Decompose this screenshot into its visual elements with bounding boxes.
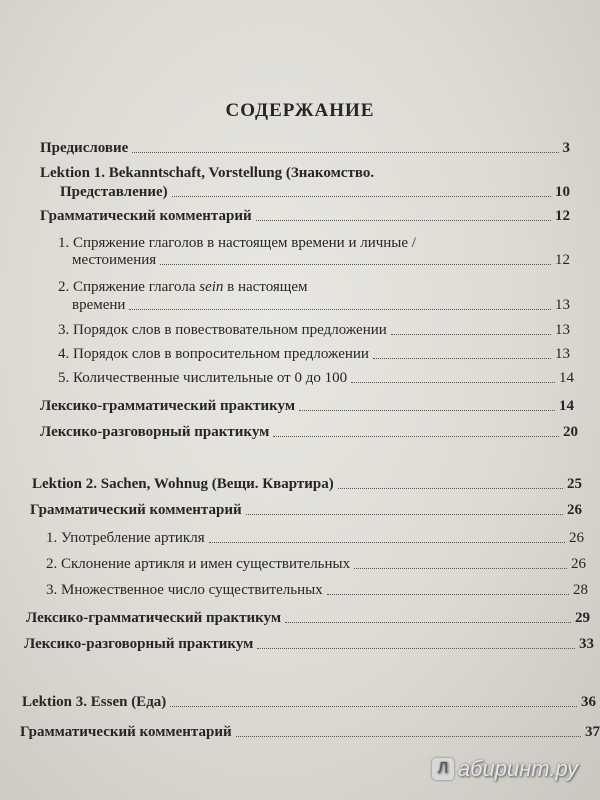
- toc-entry-title: Лексико-разговорный практикум: [24, 636, 254, 652]
- toc-entry: [30, 502, 582, 519]
- toc-entry: [46, 556, 586, 573]
- toc-entry-page: 12: [555, 252, 570, 268]
- toc-entry-title: 2. Склонение артикля и имен существительных: [46, 556, 351, 572]
- toc-entry: [72, 252, 570, 269]
- page-title: СОДЕРЖАНИЕ: [225, 100, 375, 121]
- dot-leader: [236, 736, 581, 737]
- dot-leader: [391, 334, 551, 335]
- toc-entry: [72, 297, 570, 314]
- toc-entry-page: 28: [573, 582, 588, 598]
- toc-entry: [58, 322, 570, 339]
- toc-entry-title: 3. Множественное число существительных: [46, 582, 323, 598]
- toc-entry-title: Лексико-грамматический практикум: [40, 398, 296, 414]
- toc-entry: [32, 476, 582, 493]
- toc-entry: [46, 530, 584, 547]
- toc-entry-page: 13: [555, 322, 570, 338]
- dot-leader: [351, 382, 555, 383]
- dot-leader: [257, 648, 575, 649]
- toc-entry: [46, 582, 588, 599]
- toc-entry: [58, 346, 570, 363]
- dot-leader: [170, 706, 577, 707]
- toc-entry-title: 4. Порядок слов в вопросительном предложении: [58, 346, 369, 362]
- dot-leader: [354, 568, 567, 569]
- dot-leader: [285, 622, 571, 623]
- toc-entry-title: Лексико-разговорный практикум: [40, 424, 270, 440]
- dot-leader: [338, 488, 563, 489]
- toc-entry-title: Лексико-грамматический практикум: [26, 610, 282, 626]
- toc-entry-page: 26: [567, 502, 582, 518]
- dot-leader: [273, 436, 559, 437]
- toc-entry-page: 26: [569, 530, 584, 546]
- toc-entry: [40, 140, 570, 157]
- toc-entry-title: 5. Количественные числительные от 0 до 100: [58, 370, 348, 386]
- toc-entry-title: 1. Употребление артикля: [46, 530, 205, 546]
- toc-entry-page: 25: [567, 476, 582, 492]
- toc-entry-page: 3: [562, 140, 570, 156]
- dot-leader: [132, 152, 558, 153]
- toc-entry-page: 13: [555, 346, 570, 362]
- toc-entry-page: 37: [585, 724, 600, 740]
- toc-entry-title-cont: времени: [72, 297, 126, 313]
- toc-entry: [40, 424, 578, 441]
- toc-entry: [40, 208, 570, 225]
- labirint-logo-icon: Л: [432, 758, 454, 780]
- toc-entry: [26, 610, 590, 627]
- toc-entry-title-cont: местоимения: [72, 252, 157, 268]
- watermark-logo: [432, 756, 578, 782]
- toc-entry: [22, 694, 596, 711]
- toc-entry-page: 13: [555, 297, 570, 313]
- dot-leader: [129, 309, 551, 310]
- toc-entry-title: Lektion 2. Sachen, Wohnug (Вещи. Квартира): [32, 476, 334, 492]
- toc-entry-title: 3. Порядок слов в повествовательном предложении: [58, 322, 387, 338]
- dot-leader: [299, 410, 555, 411]
- toc-entry-page: 10: [555, 184, 570, 200]
- dot-leader: [209, 542, 565, 543]
- toc-entry-title: Грамматический комментарий: [40, 208, 252, 224]
- toc-entry-page: 36: [581, 694, 596, 710]
- dot-leader: [160, 264, 551, 265]
- dot-leader: [327, 594, 569, 595]
- toc-entry-title: Lektion 1. Bekanntschaft, Vorstellung (Знакомство.: [40, 165, 375, 181]
- toc-entry-page: 12: [555, 208, 570, 224]
- toc-entry-title: Предисловие: [40, 140, 129, 156]
- toc-entry-title-cont: Представление): [60, 184, 168, 200]
- watermark-text: абиринт.ру: [457, 756, 578, 781]
- toc-entry: [24, 636, 594, 653]
- toc-entry-title: Грамматический комментарий: [30, 502, 242, 518]
- toc-entry: [20, 724, 600, 741]
- dot-leader: [246, 514, 563, 515]
- toc-entry-title: 1. Спряжение глаголов в настоящем времени и личные /: [58, 235, 416, 251]
- dot-leader: [373, 358, 551, 359]
- toc-entry-title: Грамматический комментарий: [20, 724, 232, 740]
- toc-entry: [40, 398, 574, 415]
- dot-leader: [256, 220, 551, 221]
- toc-entry: [58, 370, 574, 387]
- toc-entry-page: 33: [579, 636, 594, 652]
- toc-entry-page: 20: [563, 424, 578, 440]
- toc-entry-title: Lektion 3. Essen (Еда): [22, 694, 167, 710]
- toc-entry-page: 14: [559, 370, 574, 386]
- toc-entry-title: 2. Спряжение глагола sein в настоящем: [58, 279, 308, 295]
- dot-leader: [172, 196, 551, 197]
- toc-entry-page: 26: [571, 556, 586, 572]
- toc-entry-page: 29: [575, 610, 590, 626]
- toc-entry-page: 14: [559, 398, 574, 414]
- toc-entry: [60, 184, 570, 201]
